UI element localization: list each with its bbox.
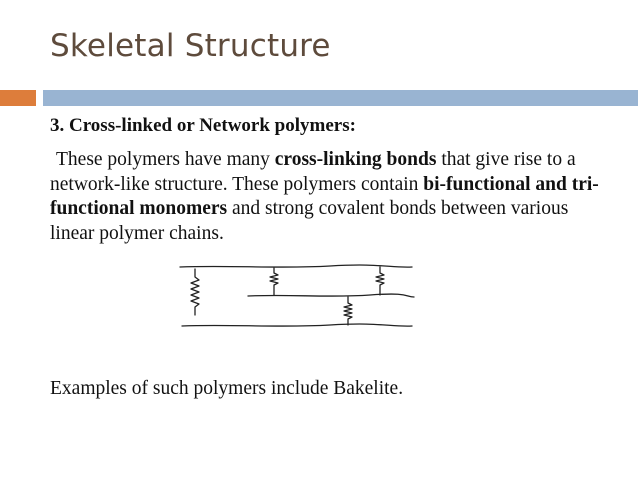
slide-title: Skeletal Structure (50, 28, 331, 64)
cross-link-1 (191, 269, 199, 315)
accent-bar-orange (0, 90, 36, 106)
paragraph-text-2: that give rise to a network-like structure. These polymers contain (50, 149, 576, 195)
network-polymer-diagram (170, 258, 420, 334)
cross-link-2 (270, 268, 278, 295)
section-heading: 3. Cross-linked or Network polymers: (50, 115, 356, 136)
polymer-chain-2 (248, 294, 414, 297)
polymer-chain-1 (180, 265, 412, 267)
paragraph-bold-1: cross-linking bonds (274, 149, 437, 170)
examples-text: Examples of such polymers include Bakelite. (50, 378, 404, 399)
paragraph-text-1: These polymers have many (56, 149, 275, 170)
cross-link-3 (376, 267, 384, 295)
slide-body (50, 114, 610, 246)
polymer-chain-3 (182, 324, 412, 326)
paragraph-bold-2: bi-functional and tri-functional monomers (50, 173, 599, 219)
description-paragraph (50, 148, 610, 246)
accent-bar-blue (43, 90, 638, 106)
cross-link-4 (344, 297, 352, 325)
paragraph-text-3: and strong covalent bonds between various linear polymer chains. (50, 198, 569, 244)
